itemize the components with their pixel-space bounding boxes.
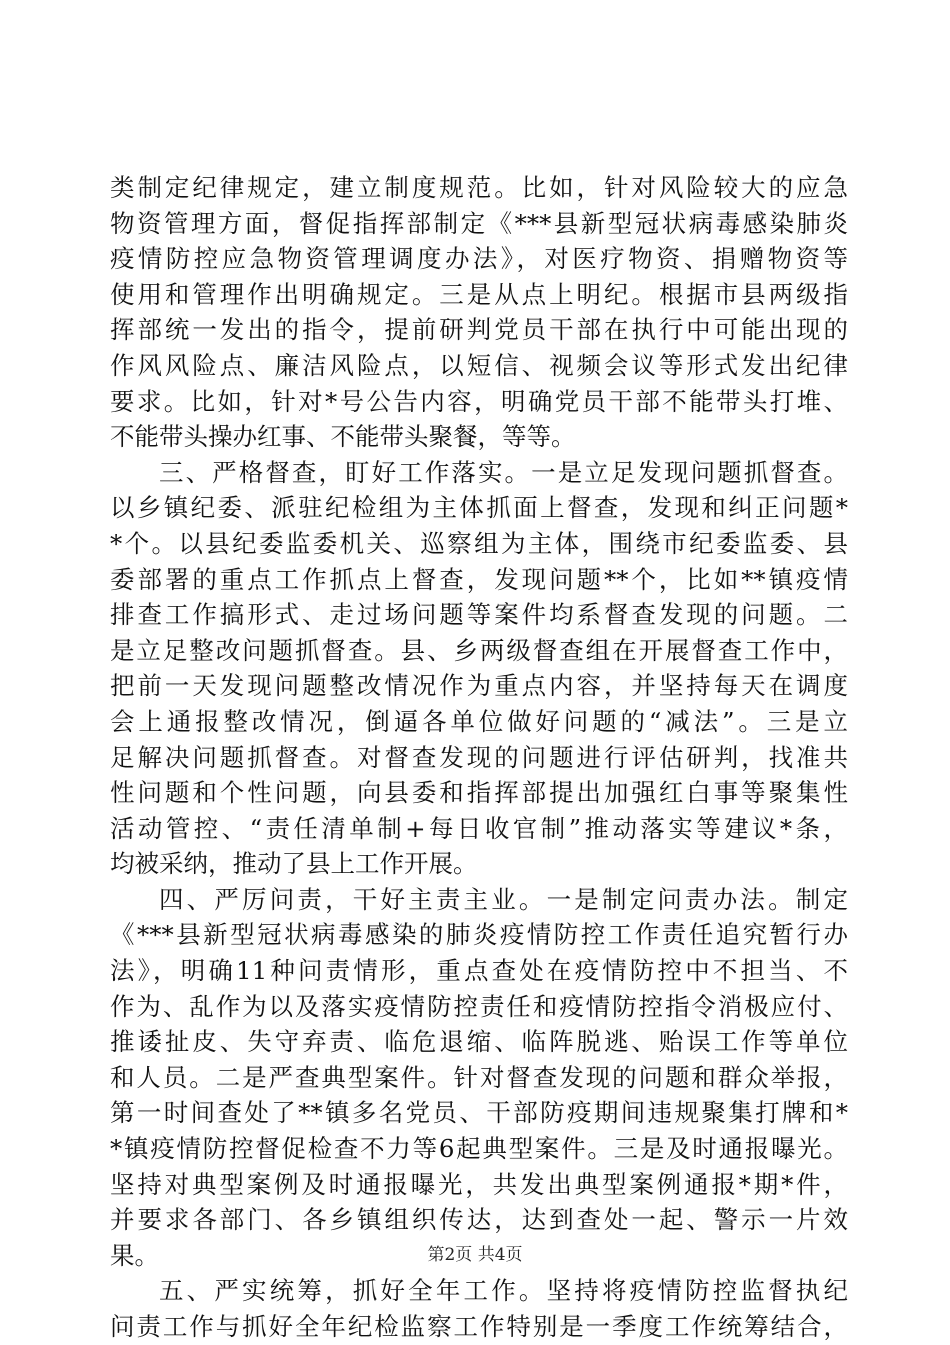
text-line: 三、严格督查，盯好工作落实。一是立足发现问题抓督查。 (159, 457, 848, 487)
text-line: 第一时间查处了**镇多名党员、干部防疫期间违规聚集打牌和* (110, 1098, 848, 1128)
text-line: 法》，明确11种问责情形，重点查处在疫情防控中不担当、不 (110, 956, 848, 986)
text-line: 排查工作搞形式、走过场问题等案件均系督查发现的问题。二 (110, 600, 848, 630)
text-line: 五、严实统筹，抓好全年工作。坚持将疫情防控监督执纪 (159, 1276, 848, 1306)
document-body (110, 170, 848, 1345)
text-line: 果。 (110, 1240, 159, 1270)
text-line: 物资管理方面，督促指挥部制定《***县新型冠状病毒感染肺炎 (110, 208, 848, 238)
text-line: 挥部统一发出的指令，提前研判党员干部在执行中可能出现的 (110, 315, 848, 345)
text-line: 作为、乱作为以及落实疫情防控责任和疫情防控指令消极应付、 (110, 991, 848, 1021)
text-line: 问责工作与抓好全年纪检监察工作特别是一季度工作统筹结合， (110, 1312, 848, 1341)
text-line: 和人员。二是严查典型案件。针对督查发现的问题和群众举报， (110, 1062, 848, 1092)
text-line: 会上通报整改情况，倒逼各单位做好问题的“减法”。三是立 (110, 706, 848, 736)
text-line: 推诿扯皮、失守弃责、临危退缩、临阵脱逃、贻误工作等单位 (110, 1027, 848, 1057)
text-line: 四、严厉问责，干好主责主业。一是制定问责办法。制定 (159, 884, 848, 914)
text-line: 委部署的重点工作抓点上督查，发现问题**个，比如**镇疫情 (110, 564, 848, 594)
text-line: 《***县新型冠状病毒感染的肺炎疫情防控工作责任追究暂行办 (110, 920, 848, 950)
text-line: 活动管控、“责任清单制+每日收官制”推动落实等建议*条， (110, 813, 848, 843)
text-line: 坚持对典型案例及时通报曝光，共发出典型案例通报*期*件， (110, 1169, 848, 1199)
text-line: 不能带头操办红事、不能带头聚餐，等等。 (110, 422, 576, 452)
text-line: 作风风险点、廉洁风险点，以短信、视频会议等形式发出纪律 (110, 350, 848, 380)
text-line: 以乡镇纪委、派驻纪检组为主体抓面上督查，发现和纠正问题* (110, 493, 848, 523)
text-line: *个。以县纪委监委机关、巡察组为主体，围绕市纪委监委、县 (110, 528, 848, 558)
text-line: 足解决问题抓督查。对督查发现的问题进行评估研判，找准共 (110, 742, 848, 772)
text-line: 把前一天发现问题整改情况作为重点内容，并坚持每天在调度 (110, 671, 848, 701)
text-line: 并要求各部门、各乡镇组织传达，达到查处一起、警示一片效 (110, 1205, 848, 1235)
text-line: 是立足整改问题抓督查。县、乡两级督查组在开展督查工作中， (110, 635, 848, 665)
page-footer: 第2页 共4页 (427, 1245, 523, 1265)
text-line: *镇疫情防控督促检查不力等6起典型案件。三是及时通报曝光。 (110, 1134, 848, 1164)
text-line: 使用和管理作出明确规定。三是从点上明纪。根据市县两级指 (110, 279, 848, 309)
text-line: 性问题和个性问题，向县委和指挥部提出加强红白事等聚集性 (110, 778, 848, 808)
text-line: 要求。比如，针对*号公告内容，明确党员干部不能带头打堆、 (110, 386, 848, 416)
text-line: 类制定纪律规定，建立制度规范。比如，针对风险较大的应急 (110, 173, 848, 202)
text-line: 均被采纳，推动了县上工作开展。 (110, 849, 478, 879)
text-line: 疫情防控应急物资管理调度办法》，对医疗物资、捐赠物资等 (110, 244, 848, 274)
